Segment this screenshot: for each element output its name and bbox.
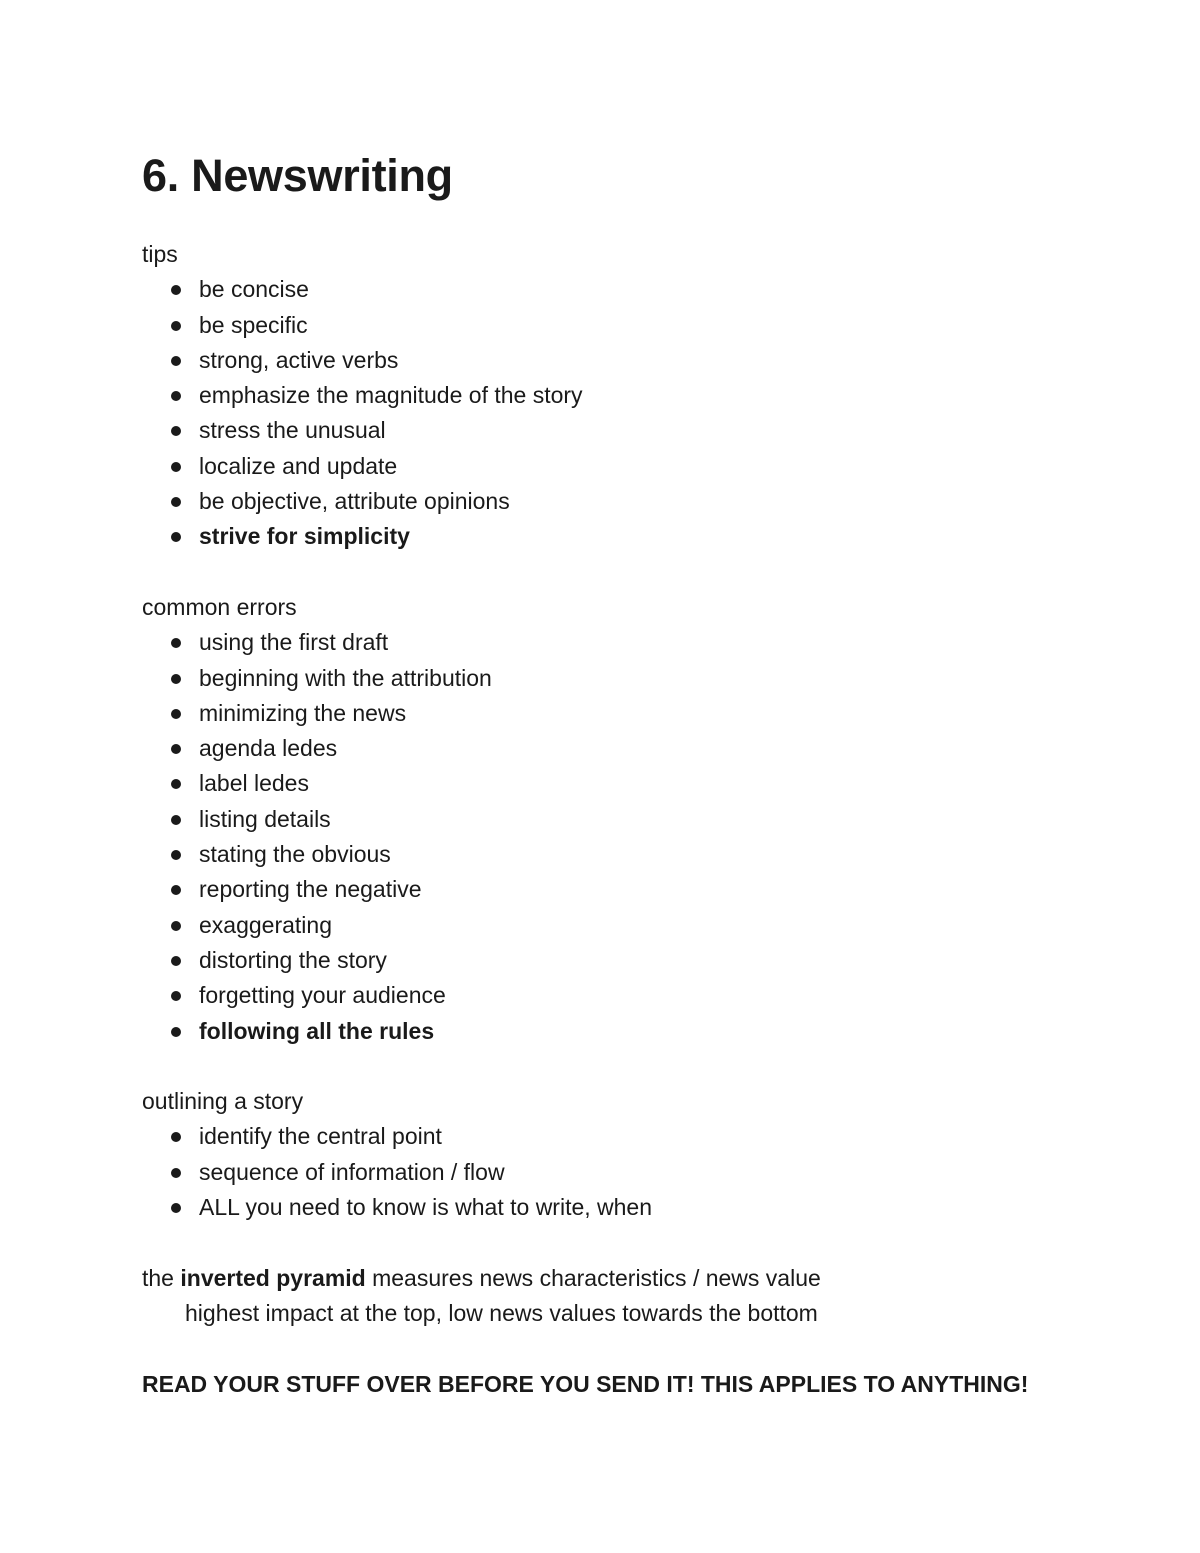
bullet-dot-icon — [171, 674, 181, 684]
list-item-text: listing details — [199, 805, 331, 832]
list-item — [142, 308, 1122, 343]
list-item-text: beginning with the attribution — [199, 664, 492, 691]
pyramid-sentence — [142, 1261, 1122, 1296]
pyramid-suffix: measures news characteristics / news value — [365, 1264, 821, 1291]
bullet-dot-icon — [171, 1132, 181, 1142]
tips-list — [142, 272, 1122, 554]
list-item — [142, 378, 1122, 413]
page-title: 6. Newswriting — [142, 150, 453, 201]
list-item-text: reporting the negative — [199, 876, 422, 903]
list-item-text: distorting the story — [199, 946, 387, 973]
bullet-dot-icon — [171, 321, 181, 331]
list-item — [142, 908, 1122, 943]
list-item — [142, 1155, 1122, 1190]
list-item — [142, 1190, 1122, 1225]
list-item-text: label ledes — [199, 770, 309, 797]
list-item — [142, 943, 1122, 978]
list-item-text: be concise — [199, 276, 309, 303]
list-item-text: forgetting your audience — [199, 982, 446, 1009]
bullet-dot-icon — [171, 532, 181, 542]
bullet-dot-icon — [171, 885, 181, 895]
pyramid-prefix: the — [142, 1264, 181, 1291]
bullet-dot-icon — [171, 497, 181, 507]
list-item — [142, 731, 1122, 766]
list-item — [142, 1014, 1122, 1049]
section-gap — [142, 1049, 1122, 1084]
bullet-dot-icon — [171, 1203, 181, 1213]
bullet-dot-icon — [171, 1027, 181, 1037]
title-spacer — [142, 204, 1122, 237]
bullet-dot-icon — [171, 991, 181, 1001]
common-errors-label: common errors — [142, 593, 297, 620]
list-item — [142, 872, 1122, 907]
bullet-dot-icon — [171, 426, 181, 436]
list-item-text: be objective, attribute opinions — [199, 488, 510, 515]
list-item — [142, 978, 1122, 1013]
list-item-text: using the first draft — [199, 629, 389, 656]
list-item — [142, 1119, 1122, 1154]
list-item-text: exaggerating — [199, 911, 332, 938]
list-item-text: stress the unusual — [199, 417, 386, 444]
list-item-text: emphasize the magnitude of the story — [199, 382, 583, 409]
list-item-text: ALL you need to know is what to write, when — [199, 1194, 653, 1221]
tips-label: tips — [142, 241, 178, 267]
list-item-text: strong, active verbs — [199, 346, 399, 373]
list-item — [142, 484, 1122, 519]
list-item-text: following all the rules — [199, 1017, 435, 1044]
list-item — [142, 519, 1122, 554]
bullet-dot-icon — [171, 356, 181, 366]
bullet-dot-icon — [171, 709, 181, 719]
list-item — [142, 661, 1122, 696]
pyramid-detail: highest impact at the top, low news values towards the bottom — [185, 1299, 818, 1326]
outlining-list — [142, 1119, 1122, 1225]
section-gap — [142, 1225, 1122, 1260]
list-item-text: identify the central point — [199, 1123, 442, 1150]
list-item-text: strive for simplicity — [199, 523, 410, 550]
bullet-dot-icon — [171, 956, 181, 966]
list-item-text: agenda ledes — [199, 735, 338, 762]
bullet-dot-icon — [171, 462, 181, 472]
bullet-dot-icon — [171, 744, 181, 754]
list-item — [142, 766, 1122, 801]
common-errors-list — [142, 625, 1122, 1049]
list-item-text: be specific — [199, 311, 308, 338]
list-item — [142, 272, 1122, 307]
bullet-dot-icon — [171, 285, 181, 295]
bullet-dot-icon — [171, 1168, 181, 1178]
list-item — [142, 696, 1122, 731]
section-gap — [142, 555, 1122, 590]
list-item — [142, 413, 1122, 448]
outlining-label: outlining a story — [142, 1088, 304, 1115]
list-item-text: localize and update — [199, 452, 398, 479]
bullet-dot-icon — [171, 850, 181, 860]
bullet-dot-icon — [171, 779, 181, 789]
list-item-text: stating the obvious — [199, 841, 391, 868]
list-item — [142, 802, 1122, 837]
bullet-dot-icon — [171, 638, 181, 648]
list-item — [142, 343, 1122, 378]
list-item — [142, 625, 1122, 660]
section-gap — [142, 1331, 1122, 1366]
list-item — [142, 837, 1122, 872]
list-item-text: minimizing the news — [199, 699, 407, 726]
bullet-dot-icon — [171, 815, 181, 825]
bullet-dot-icon — [171, 391, 181, 401]
bullet-dot-icon — [171, 921, 181, 931]
pyramid-emphasis: inverted pyramid — [180, 1264, 366, 1291]
closing-note: READ YOUR STUFF OVER BEFORE YOU SEND IT! THIS APPLIES TO ANYTHING! — [142, 1370, 1029, 1397]
list-item-text: sequence of information / flow — [199, 1158, 505, 1185]
document-page — [142, 148, 1122, 1402]
list-item — [142, 449, 1122, 484]
